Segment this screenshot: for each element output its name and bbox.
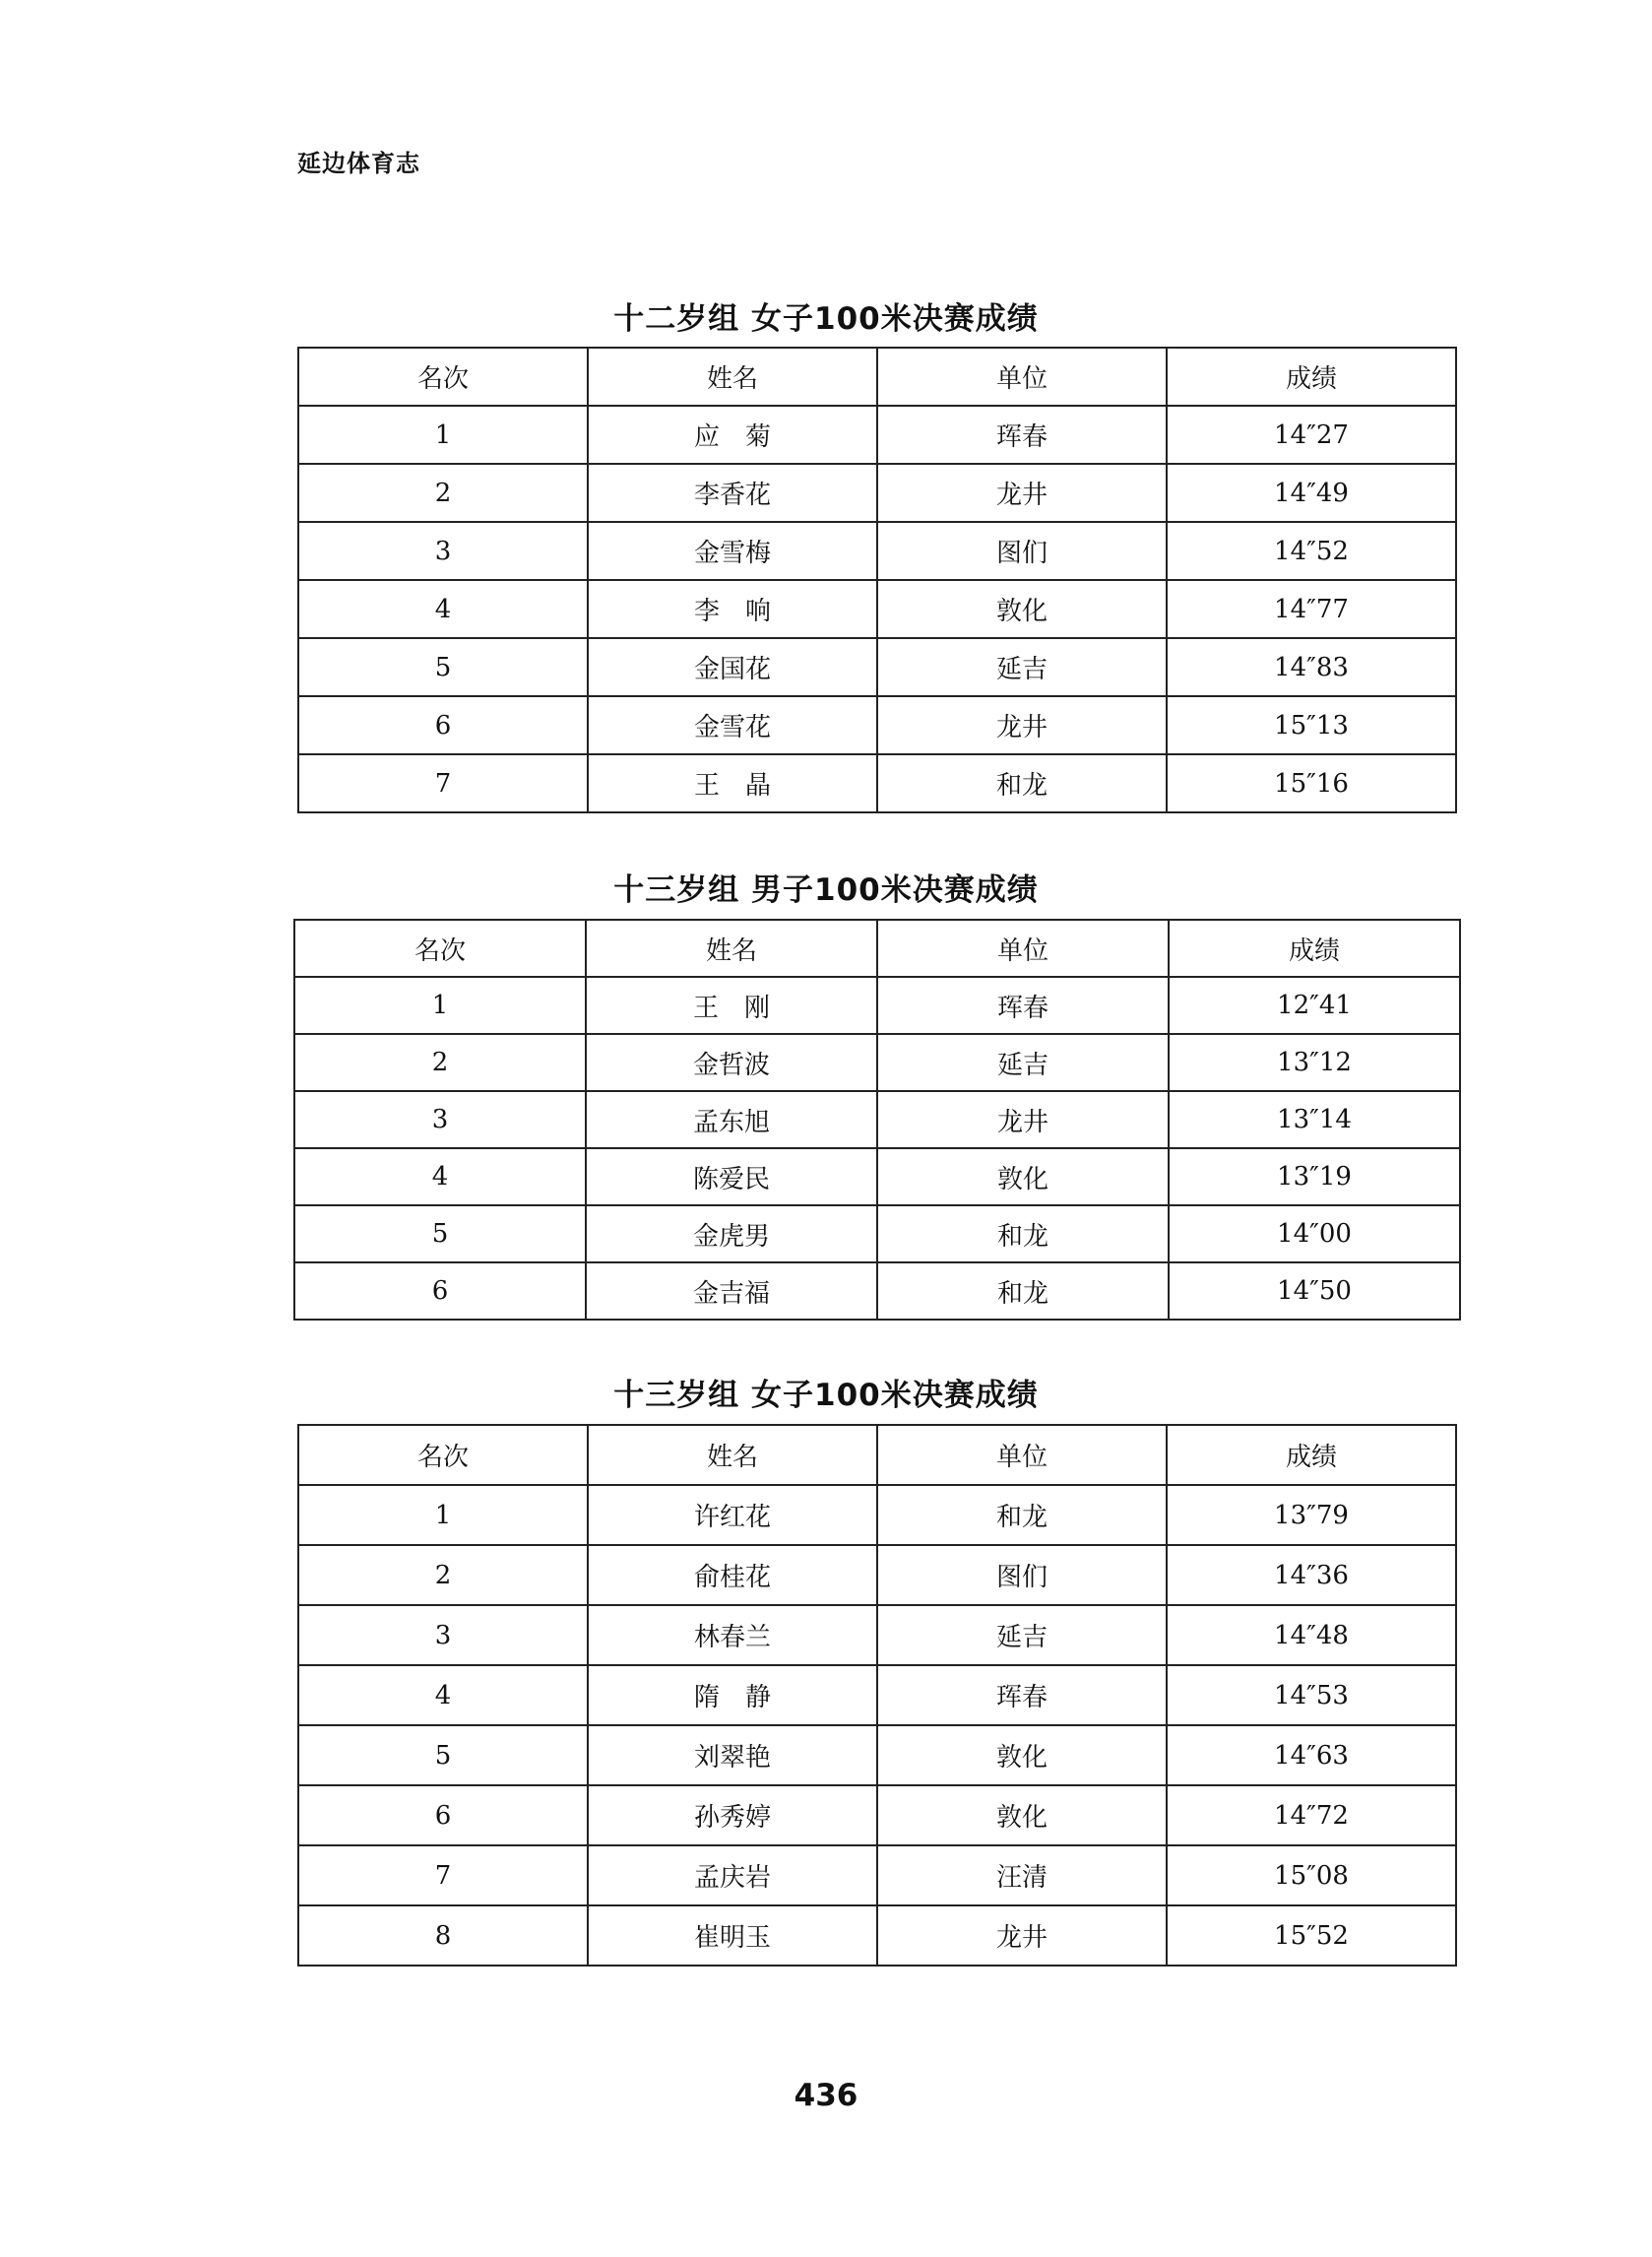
table-row xyxy=(298,754,1456,812)
rank-cell: 6 xyxy=(298,1785,588,1845)
rank-cell: 3 xyxy=(294,1091,586,1148)
table-row xyxy=(294,1262,1460,1320)
column-header: 姓名 xyxy=(586,920,877,977)
name-cell: 金国花 xyxy=(588,638,877,696)
table-row xyxy=(298,638,1456,696)
time-cell: 14″36 xyxy=(1167,1545,1456,1605)
table-row xyxy=(298,464,1456,522)
section-title: 十三岁组 男子100米决赛成绩 xyxy=(613,872,1039,908)
results-table xyxy=(297,347,1457,813)
rank-cell: 1 xyxy=(294,977,586,1034)
time-cell: 14″72 xyxy=(1167,1785,1456,1845)
rank-cell: 7 xyxy=(298,754,588,812)
unit-cell: 图们 xyxy=(877,1545,1167,1605)
time-cell: 14″83 xyxy=(1167,638,1456,696)
time-cell: 13″19 xyxy=(1169,1148,1460,1205)
unit-cell: 和龙 xyxy=(877,1262,1169,1320)
table-row xyxy=(298,522,1456,580)
name-cell: 崔明玉 xyxy=(588,1905,877,1966)
unit-cell: 龙井 xyxy=(877,464,1167,522)
column-header: 成绩 xyxy=(1167,348,1456,406)
unit-cell: 敦化 xyxy=(877,1148,1169,1205)
table-row xyxy=(294,977,1460,1034)
rank-cell: 4 xyxy=(294,1148,586,1205)
unit-cell: 龙井 xyxy=(877,1091,1169,1148)
rank-cell: 2 xyxy=(298,464,588,522)
time-cell: 14″27 xyxy=(1167,406,1456,464)
rank-cell: 6 xyxy=(294,1262,586,1320)
table-header-row xyxy=(298,1425,1456,1485)
time-cell: 14″63 xyxy=(1167,1725,1456,1785)
unit-cell: 珲春 xyxy=(877,977,1169,1034)
name-cell: 刘翠艳 xyxy=(588,1725,877,1785)
name-cell: 金雪梅 xyxy=(588,522,877,580)
column-header: 名次 xyxy=(298,348,588,406)
time-cell: 15″13 xyxy=(1167,696,1456,754)
table-row xyxy=(298,696,1456,754)
table-row xyxy=(294,1205,1460,1262)
column-header: 姓名 xyxy=(588,348,877,406)
section-title: 十三岁组 女子100米决赛成绩 xyxy=(613,1378,1039,1413)
rank-cell: 6 xyxy=(298,696,588,754)
name-cell: 隋 静 xyxy=(588,1665,877,1725)
rank-cell: 8 xyxy=(298,1905,588,1966)
table-row xyxy=(298,1845,1456,1905)
time-cell: 14″77 xyxy=(1167,580,1456,638)
rank-cell: 1 xyxy=(298,406,588,464)
table-row xyxy=(298,1725,1456,1785)
rank-cell: 7 xyxy=(298,1845,588,1905)
table-header-row xyxy=(294,920,1460,977)
page-number: 436 xyxy=(794,2078,858,2113)
column-header: 单位 xyxy=(877,1425,1167,1485)
table-row xyxy=(298,1545,1456,1605)
unit-cell: 延吉 xyxy=(877,638,1167,696)
name-cell: 许红花 xyxy=(588,1485,877,1545)
time-cell: 13″14 xyxy=(1169,1091,1460,1148)
time-cell: 14″53 xyxy=(1167,1665,1456,1725)
table-row xyxy=(298,406,1456,464)
time-cell: 15″08 xyxy=(1167,1845,1456,1905)
name-cell: 孟东旭 xyxy=(586,1091,877,1148)
time-cell: 14″49 xyxy=(1167,464,1456,522)
table-row xyxy=(298,580,1456,638)
rank-cell: 5 xyxy=(294,1205,586,1262)
unit-cell: 敦化 xyxy=(877,580,1167,638)
column-header: 姓名 xyxy=(588,1425,877,1485)
name-cell: 孟庆岩 xyxy=(588,1845,877,1905)
unit-cell: 和龙 xyxy=(877,1205,1169,1262)
name-cell: 俞桂花 xyxy=(588,1545,877,1605)
table-row xyxy=(294,1091,1460,1148)
unit-cell: 龙井 xyxy=(877,1905,1167,1966)
section-title: 十二岁组 女子100米决赛成绩 xyxy=(613,301,1039,337)
time-cell: 15″16 xyxy=(1167,754,1456,812)
time-cell: 13″12 xyxy=(1169,1034,1460,1091)
table-row xyxy=(298,1905,1456,1966)
time-cell: 12″41 xyxy=(1169,977,1460,1034)
time-cell: 13″79 xyxy=(1167,1485,1456,1545)
table-header-row xyxy=(298,348,1456,406)
table-row xyxy=(298,1665,1456,1725)
time-cell: 14″52 xyxy=(1167,522,1456,580)
rank-cell: 2 xyxy=(298,1545,588,1605)
unit-cell: 珲春 xyxy=(877,1665,1167,1725)
table-row xyxy=(294,1148,1460,1205)
column-header: 单位 xyxy=(877,348,1167,406)
name-cell: 王 刚 xyxy=(586,977,877,1034)
column-header: 名次 xyxy=(298,1425,588,1485)
column-header: 成绩 xyxy=(1169,920,1460,977)
column-header: 名次 xyxy=(294,920,586,977)
unit-cell: 汪清 xyxy=(877,1845,1167,1905)
table-row xyxy=(298,1485,1456,1545)
table-row xyxy=(298,1785,1456,1845)
results-table xyxy=(297,1424,1457,1967)
name-cell: 金雪花 xyxy=(588,696,877,754)
name-cell: 金虎男 xyxy=(586,1205,877,1262)
name-cell: 李 响 xyxy=(588,580,877,638)
rank-cell: 2 xyxy=(294,1034,586,1091)
running-header-title: 延边体育志 xyxy=(297,150,420,177)
name-cell: 孙秀婷 xyxy=(588,1785,877,1845)
name-cell: 王 晶 xyxy=(588,754,877,812)
unit-cell: 和龙 xyxy=(877,754,1167,812)
rank-cell: 5 xyxy=(298,1725,588,1785)
rank-cell: 4 xyxy=(298,580,588,638)
unit-cell: 珲春 xyxy=(877,406,1167,464)
rank-cell: 1 xyxy=(298,1485,588,1545)
name-cell: 陈爱民 xyxy=(586,1148,877,1205)
time-cell: 14″48 xyxy=(1167,1605,1456,1665)
column-header: 成绩 xyxy=(1167,1425,1456,1485)
unit-cell: 敦化 xyxy=(877,1785,1167,1845)
table-row xyxy=(298,1605,1456,1665)
unit-cell: 图们 xyxy=(877,522,1167,580)
unit-cell: 延吉 xyxy=(877,1034,1169,1091)
unit-cell: 敦化 xyxy=(877,1725,1167,1785)
rank-cell: 5 xyxy=(298,638,588,696)
name-cell: 金吉福 xyxy=(586,1262,877,1320)
table-row xyxy=(294,1034,1460,1091)
time-cell: 15″52 xyxy=(1167,1905,1456,1966)
results-table xyxy=(293,919,1461,1321)
name-cell: 林春兰 xyxy=(588,1605,877,1665)
unit-cell: 龙井 xyxy=(877,696,1167,754)
name-cell: 应 菊 xyxy=(588,406,877,464)
rank-cell: 3 xyxy=(298,1605,588,1665)
name-cell: 李香花 xyxy=(588,464,877,522)
time-cell: 14″00 xyxy=(1169,1205,1460,1262)
unit-cell: 和龙 xyxy=(877,1485,1167,1545)
time-cell: 14″50 xyxy=(1169,1262,1460,1320)
unit-cell: 延吉 xyxy=(877,1605,1167,1665)
column-header: 单位 xyxy=(877,920,1169,977)
name-cell: 金哲波 xyxy=(586,1034,877,1091)
rank-cell: 3 xyxy=(298,522,588,580)
rank-cell: 4 xyxy=(298,1665,588,1725)
